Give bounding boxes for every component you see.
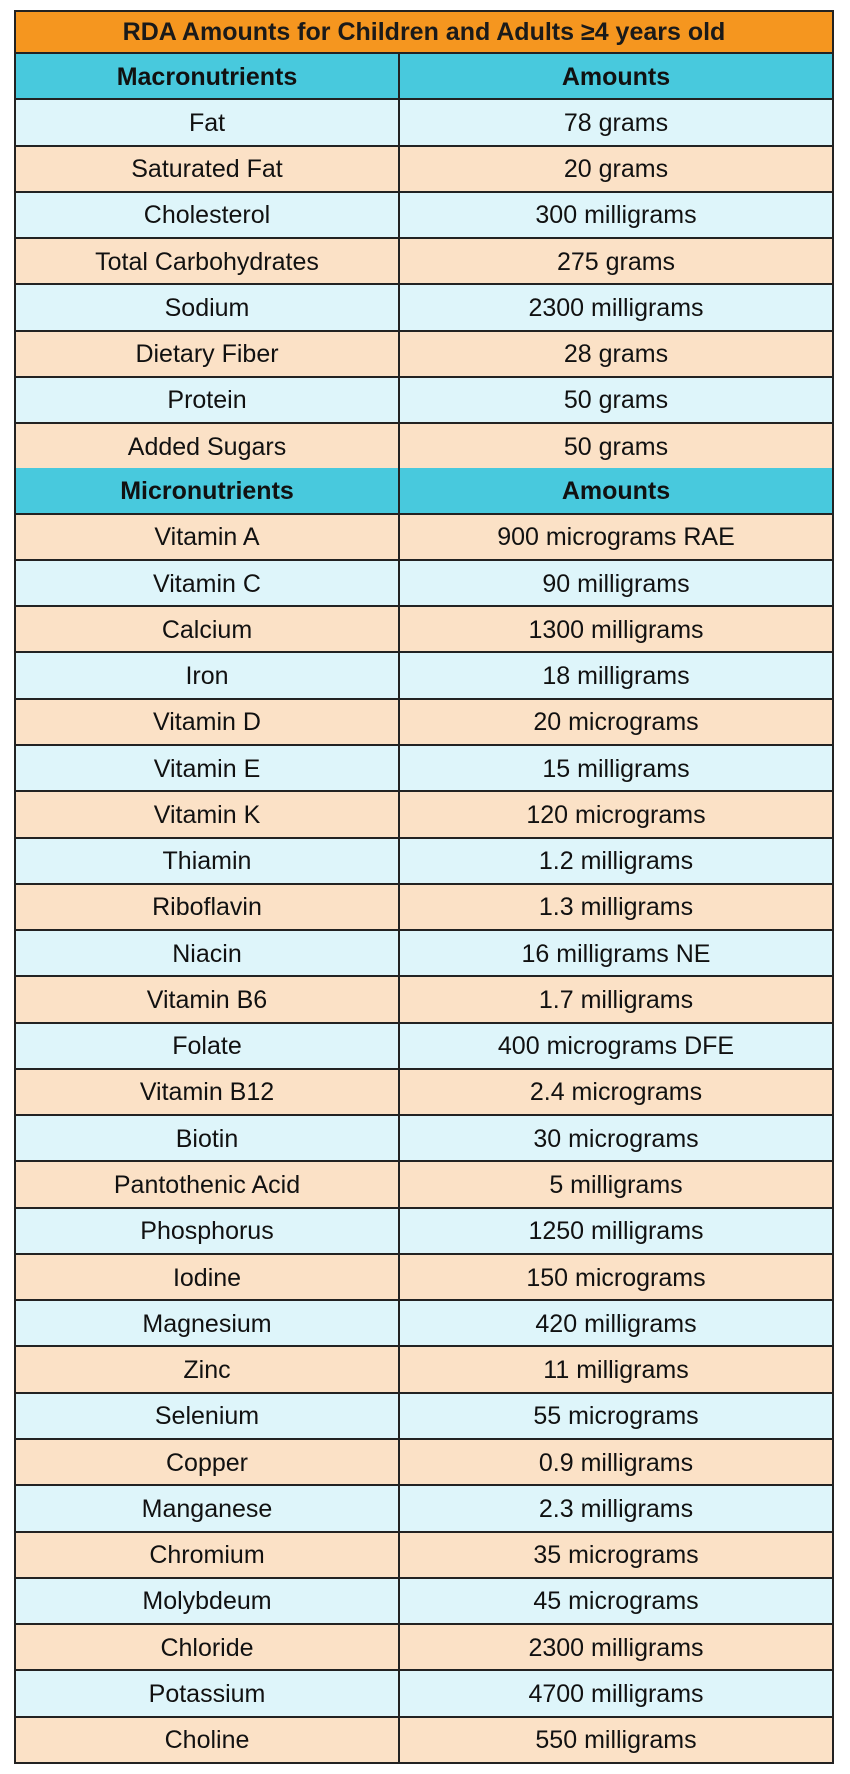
nutrient-name: Added Sugars [16,424,400,468]
nutrient-name: Iron [16,653,400,697]
table-row [16,1394,832,1440]
table-row [16,1579,832,1625]
nutrient-name: Niacin [16,931,400,975]
table-row [16,1440,832,1486]
nutrient-name: Vitamin C [16,561,400,605]
nutrient-amount: 28 grams [563,340,669,369]
table-row [16,700,832,746]
nutrient-name: Vitamin A [16,515,400,559]
table-row [16,653,832,699]
nutrient-amount: 120 micrograms [526,800,706,829]
nutrient-name: Total Carbohydrates [16,239,400,283]
nutrient-amount: 50 grams [563,432,669,461]
nutrient-amount: 20 grams [563,155,669,184]
nutrient-amount: 45 micrograms [533,1587,699,1616]
header-amount: Amounts [561,477,671,506]
table-row [16,100,832,146]
table-row [16,1255,832,1301]
table-row [16,1486,832,1532]
nutrient-amount: 150 micrograms [526,1263,706,1292]
table-row [16,424,832,468]
table-row [16,1533,832,1579]
table-row [16,1347,832,1393]
table-row [16,977,832,1023]
header-amount: Amounts [561,62,671,91]
nutrient-amount: 1300 milligrams [528,615,704,644]
nutrient-name: Magnesium [16,1301,400,1345]
nutrient-amount: 18 milligrams [542,662,690,691]
nutrient-name: Selenium [16,1394,400,1438]
table-row [16,839,832,885]
table-row [16,332,832,378]
nutrient-name: Choline [16,1718,400,1762]
nutrient-amount: 55 micrograms [533,1402,699,1431]
header-nutrient: Micronutrients [16,468,400,512]
nutrient-amount: 1.2 milligrams [538,847,694,876]
table-row [16,792,832,838]
nutrient-name: Saturated Fat [16,147,400,191]
nutrient-amount: 15 milligrams [542,754,690,783]
nutrient-amount: 11 milligrams [543,1356,689,1385]
rda-table [14,10,834,1764]
nutrient-amount: 4700 milligrams [528,1679,704,1708]
nutrient-name: Folate [16,1024,400,1068]
nutrient-name: Cholesterol [16,193,400,237]
table-row [16,1718,832,1762]
table-row [16,561,832,607]
nutrient-amount: 30 micrograms [533,1124,699,1153]
micronutrients-header-row [16,468,832,514]
table-row [16,931,832,977]
nutrient-name: Chromium [16,1533,400,1577]
table-row [16,1301,832,1347]
table-row [16,1116,832,1162]
nutrient-amount: 400 micrograms DFE [497,1032,735,1061]
nutrient-amount: 20 micrograms [533,708,699,737]
nutrient-name: Phosphorus [16,1209,400,1253]
nutrient-amount: 2300 milligrams [528,1633,704,1662]
nutrient-name: Thiamin [16,839,400,883]
table-row [16,378,832,424]
nutrient-name: Vitamin E [16,746,400,790]
nutrient-amount: 1250 milligrams [528,1217,704,1246]
nutrient-name: Dietary Fiber [16,332,400,376]
nutrient-name: Molybdeum [16,1579,400,1623]
nutrient-amount: 5 milligrams [549,1171,683,1199]
nutrient-name: Copper [16,1440,400,1484]
table-row [16,193,832,239]
nutrient-amount: 300 milligrams [535,201,697,230]
table-row [16,1671,832,1717]
nutrient-amount: 1.7 milligrams [538,985,694,1014]
nutrient-amount: 420 milligrams [535,1309,697,1338]
nutrient-amount: 1.3 milligrams [538,893,694,922]
nutrient-name: Biotin [16,1116,400,1160]
nutrient-name: Vitamin B12 [16,1070,400,1114]
nutrient-amount: 16 milligrams NE [521,939,711,968]
nutrient-amount: 900 micrograms RAE [497,523,735,552]
table-row [16,285,832,331]
table-row [16,147,832,193]
table-row [16,607,832,653]
nutrient-amount: 78 grams [563,108,669,137]
table-row [16,239,832,285]
nutrient-name: Vitamin K [16,792,400,836]
nutrient-amount: 90 milligrams [542,569,690,598]
nutrient-name: Zinc [16,1347,400,1391]
nutrient-name: Pantothenic Acid [16,1162,400,1206]
nutrient-name: Sodium [16,285,400,329]
table-row [16,885,832,931]
nutrient-name: Iodine [16,1255,400,1299]
nutrient-name: Calcium [16,607,400,651]
nutrient-amount: 2300 milligrams [528,293,704,322]
nutrient-name: Riboflavin [16,885,400,929]
nutrient-amount: 2.3 milligrams [538,1494,694,1523]
nutrient-name: Chloride [16,1625,400,1669]
nutrient-amount: 550 milligrams [535,1726,697,1755]
nutrient-amount: 50 grams [563,386,669,415]
nutrient-amount: 2.4 micrograms [529,1078,703,1107]
nutrient-amount: 35 micrograms [533,1541,699,1570]
nutrient-name: Vitamin B6 [16,977,400,1021]
header-nutrient: Macronutrients [16,54,400,98]
table-row [16,515,832,561]
nutrient-name: Vitamin D [16,700,400,744]
nutrient-amount: 0.9 milligrams [538,1448,694,1477]
nutrient-name: Potassium [16,1671,400,1715]
table-row [16,1625,832,1671]
nutrient-amount: 275 grams [556,247,676,276]
table-row [16,1070,832,1116]
nutrient-name: Protein [16,378,400,422]
nutrient-name: Manganese [16,1486,400,1530]
table-row [16,746,832,792]
nutrient-name: Fat [16,100,400,144]
table-row [16,1162,832,1208]
table-title: RDA Amounts for Children and Adults ≥4 years old [16,12,832,54]
macronutrients-header-row [16,54,832,100]
table-row [16,1024,832,1070]
table-row [16,1209,832,1255]
